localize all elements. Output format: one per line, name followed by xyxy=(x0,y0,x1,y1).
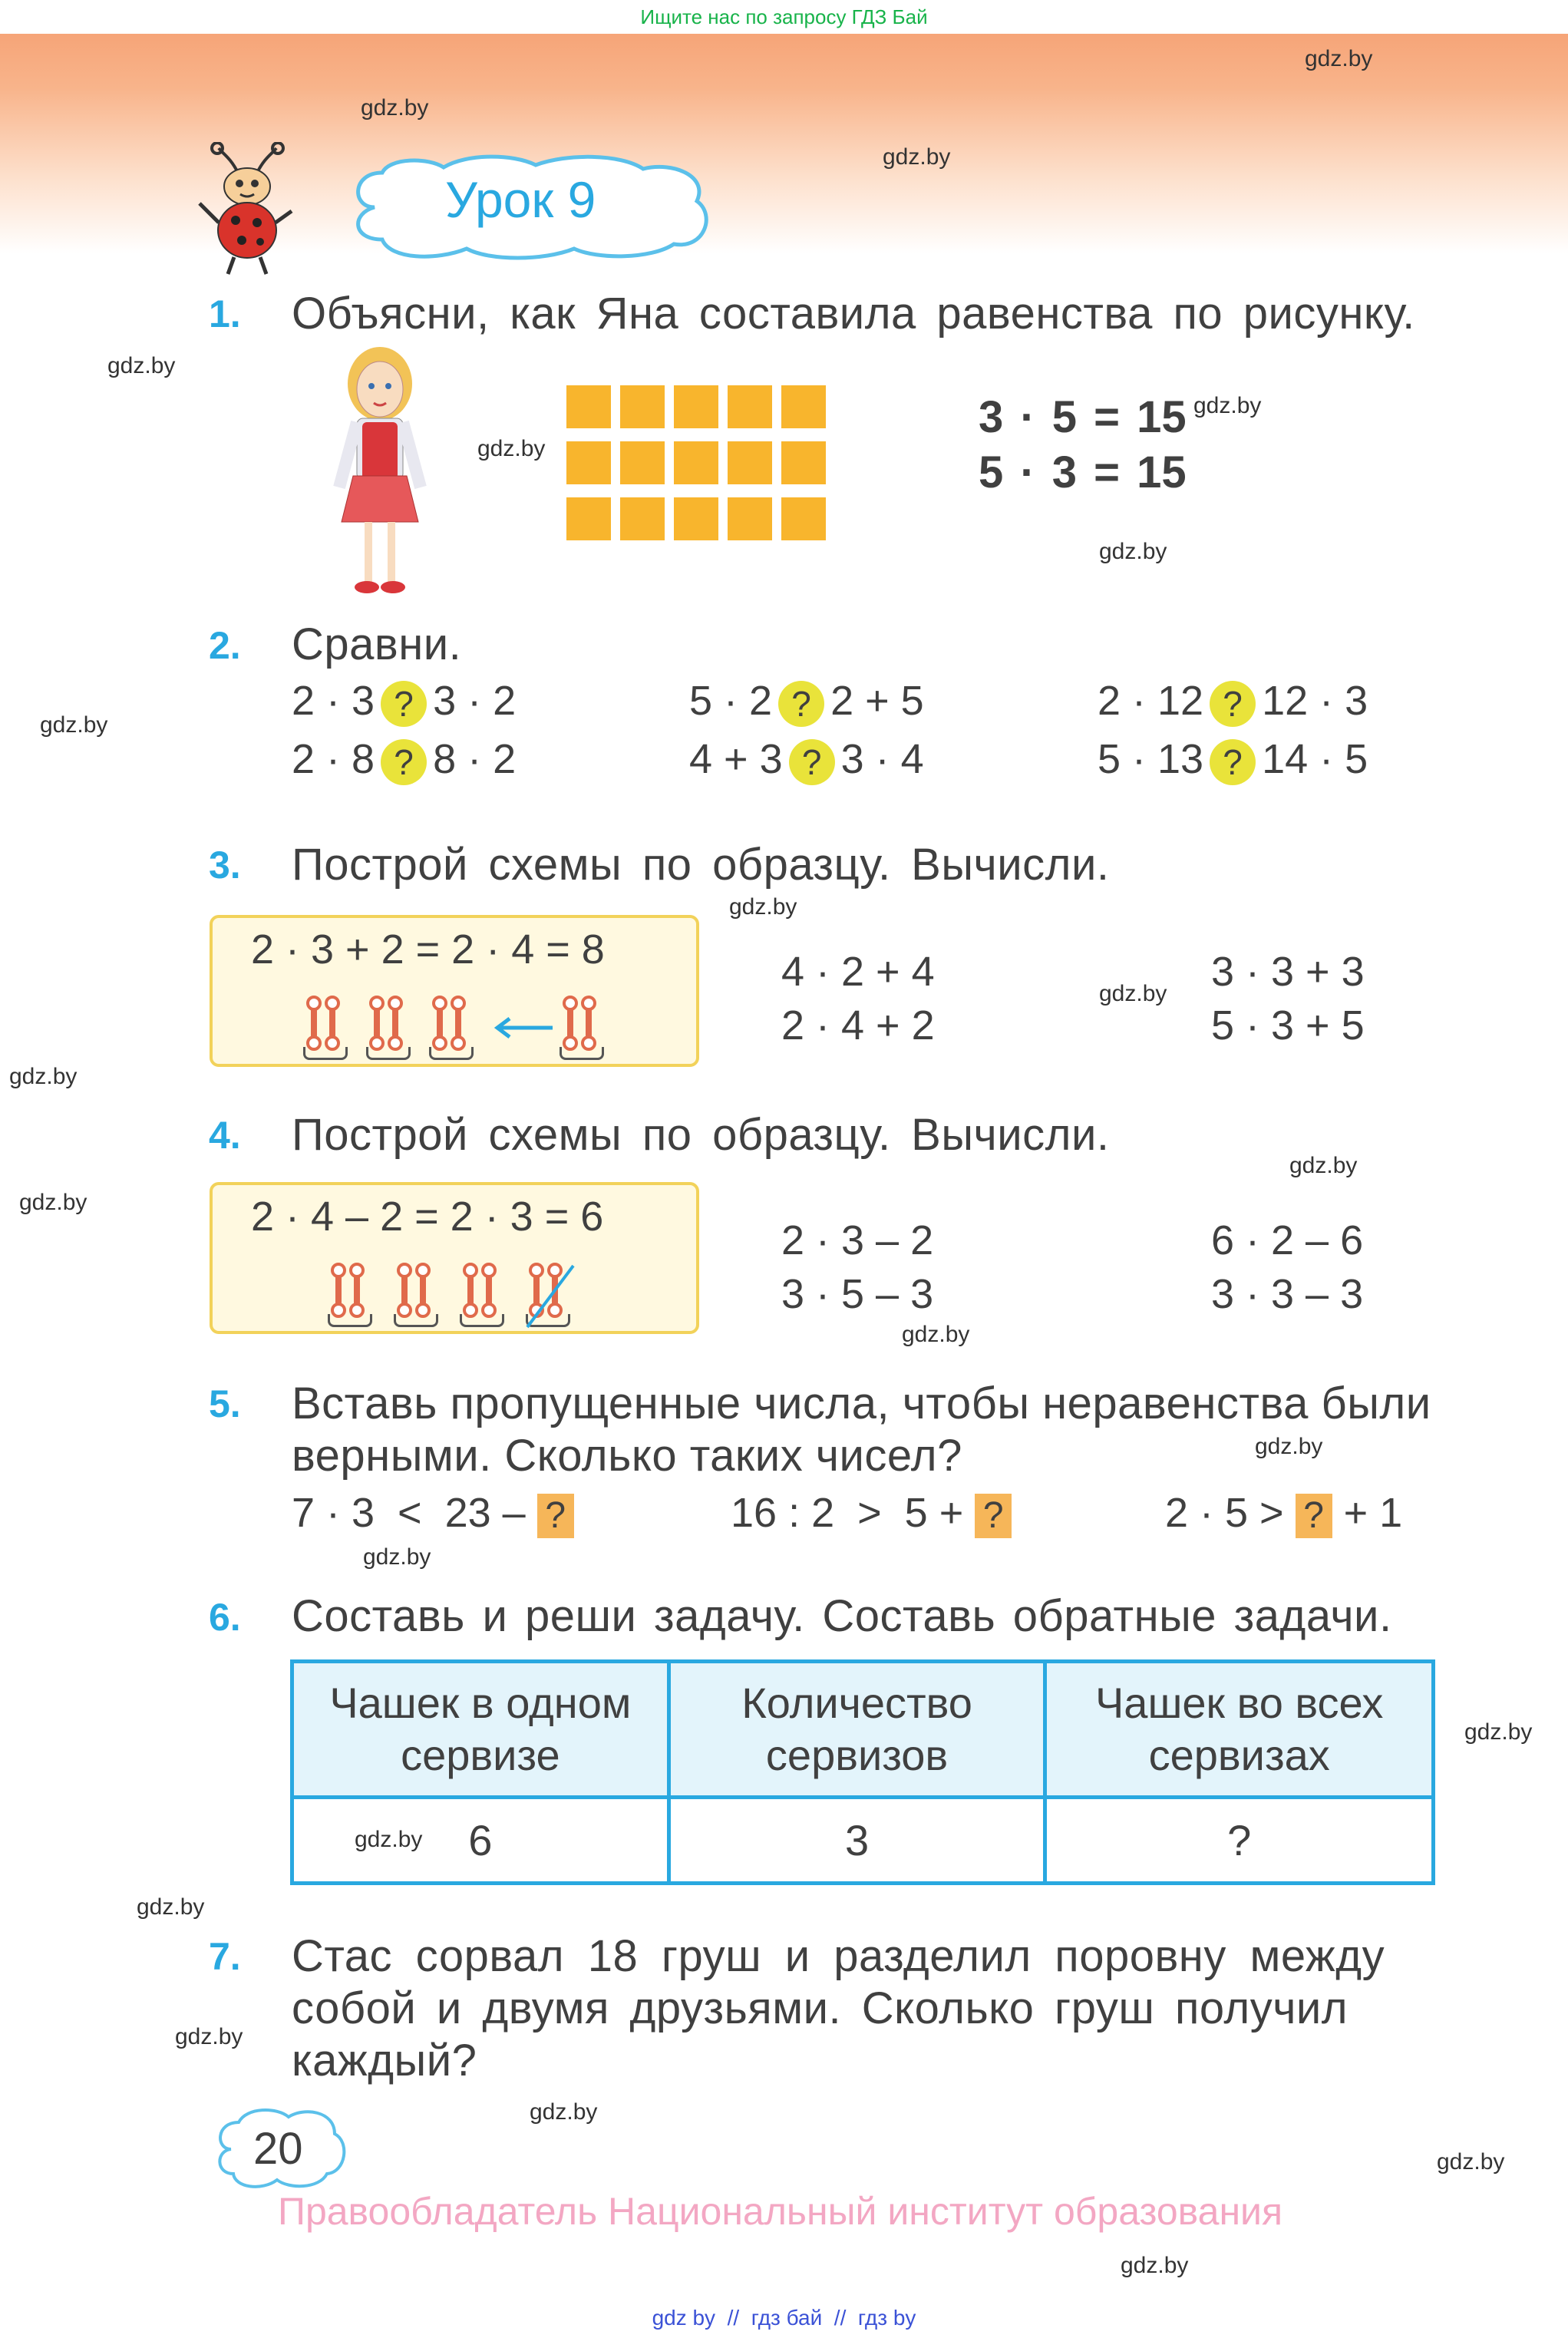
watermark: gdz.by xyxy=(530,2099,598,2125)
task-text-line1: Вставь пропущенные числа, чтобы неравенства были xyxy=(292,1379,1431,1428)
table-header-cell: Чашек во всех сервизах xyxy=(1045,1662,1434,1798)
compare-sign-placeholder[interactable]: ? xyxy=(1210,739,1256,785)
watermark: gdz.by xyxy=(363,1544,431,1570)
comparison xyxy=(1098,735,1368,785)
squares-grid xyxy=(566,385,827,540)
watermark: gdz.by xyxy=(1099,539,1167,564)
stick-scheme xyxy=(213,1185,696,1331)
watermark: gdz.by xyxy=(1193,393,1262,418)
watermark: gdz.by xyxy=(1464,1719,1533,1745)
equation-1: 3 · 5 = 15 xyxy=(979,392,1187,442)
watermark: gdz.by xyxy=(1121,2253,1189,2278)
comparison-left: 4 + 3 xyxy=(689,736,783,782)
expression: 5 · 3 + 5 xyxy=(1211,1002,1365,1048)
equation-2: 5 · 3 = 15 xyxy=(979,447,1187,497)
inequality xyxy=(292,1489,574,1538)
task-number: 3. xyxy=(209,844,241,887)
watermark: gdz.by xyxy=(1437,2149,1505,2175)
task-text: Объясни, как Яна составила равенства по рисунку. xyxy=(292,289,1415,338)
sample-expression: 2 · 4 – 2 = 2 · 3 = 6 xyxy=(251,1194,604,1240)
comparison-right: 12 · 3 xyxy=(1262,678,1368,724)
comparison-right: 8 · 2 xyxy=(433,736,517,782)
inequality xyxy=(731,1489,1012,1538)
watermark: gdz.by xyxy=(355,1827,423,1852)
comparison-left: 5 · 2 xyxy=(689,678,773,724)
sample-expression: 2 · 3 + 2 = 2 · 4 = 8 xyxy=(251,926,605,973)
inequality-right: + 1 xyxy=(1332,1490,1403,1536)
grid-square xyxy=(674,497,718,540)
comparison-right: 3 · 4 xyxy=(840,736,924,782)
grid-square xyxy=(566,441,611,484)
compare-sign-placeholder[interactable]: ? xyxy=(789,739,835,785)
grid-square xyxy=(728,497,772,540)
table-header-cell: Количество сервизов xyxy=(668,1662,1045,1798)
page-number: 20 xyxy=(253,2124,303,2174)
task-number: 5. xyxy=(209,1382,241,1425)
footer-links[interactable]: gdz by // гдз бай // гдз by xyxy=(652,2306,916,2330)
grid-square xyxy=(674,385,718,428)
missing-number-box[interactable]: ? xyxy=(975,1494,1012,1538)
task-text-line2: верными. Сколько таких чисел? xyxy=(292,1431,962,1481)
watermark: gdz.by xyxy=(729,894,797,920)
expression: 3 · 3 + 3 xyxy=(1211,949,1365,995)
table-cell: 3 xyxy=(668,1798,1045,1884)
task-number: 7. xyxy=(209,1935,241,1978)
watermark: gdz.by xyxy=(477,436,546,461)
expression: 3 · 5 – 3 xyxy=(781,1271,934,1317)
expression: 4 · 2 + 4 xyxy=(781,949,935,995)
grid-square xyxy=(620,385,665,428)
task-text: Построй схемы по образцу. Вычисли. xyxy=(292,840,1110,890)
watermark: gdz.by xyxy=(902,1322,970,1347)
missing-number-box[interactable]: ? xyxy=(537,1494,574,1538)
watermark: gdz.by xyxy=(40,712,108,738)
grid-square xyxy=(728,385,772,428)
task-table xyxy=(290,1659,1435,1885)
grid-square xyxy=(566,385,611,428)
inequality-left: 7 · 3 < 23 – xyxy=(292,1490,537,1536)
task-text: Составь и реши задачу. Составь обратные задачи. xyxy=(292,1591,1392,1641)
comparison-left: 2 · 12 xyxy=(1098,678,1204,724)
lesson-title: Урок 9 xyxy=(445,171,596,228)
grid-square xyxy=(728,441,772,484)
arrow-left-icon xyxy=(493,1016,554,1039)
grid-square xyxy=(781,385,826,428)
watermark: gdz.by xyxy=(9,1064,78,1089)
grid-square xyxy=(781,497,826,540)
girl-illustration-icon xyxy=(322,342,437,603)
grid-square xyxy=(566,497,611,540)
stick-scheme xyxy=(213,918,696,1064)
task-text: Построй схемы по образцу. Вычисли. xyxy=(292,1110,1110,1160)
comparison-left: 2 · 3 xyxy=(292,678,375,724)
strike-icon xyxy=(523,1262,577,1331)
grid-square xyxy=(674,441,718,484)
comparison-right: 2 + 5 xyxy=(830,678,924,724)
grid-square xyxy=(781,441,826,484)
grid-square xyxy=(620,441,665,484)
table-cell: ? xyxy=(1045,1798,1434,1884)
ladybug-mascot-icon xyxy=(196,142,295,276)
comparison xyxy=(689,677,924,727)
watermark: gdz.by xyxy=(1099,981,1167,1006)
expression: 2 · 4 + 2 xyxy=(781,1002,935,1048)
watermark: gdz.by xyxy=(107,353,176,378)
top-banner[interactable]: Ищите нас по запросу ГДЗ Бай xyxy=(0,0,1568,34)
watermark: gdz.by xyxy=(137,1894,205,1920)
expression: 2 · 3 – 2 xyxy=(781,1217,934,1263)
watermark: gdz.by xyxy=(1289,1153,1358,1178)
comparison xyxy=(292,735,516,785)
comparison-right: 14 · 5 xyxy=(1262,736,1368,782)
comparison-left: 2 · 8 xyxy=(292,736,375,782)
watermark: gdz.by xyxy=(1255,1434,1323,1459)
sample-box xyxy=(210,1182,699,1334)
compare-sign-placeholder[interactable]: ? xyxy=(778,681,824,727)
grid-square xyxy=(620,497,665,540)
task-text-line1: Стас сорвал 18 груш и разделил поровну между xyxy=(292,1931,1385,1981)
comparison xyxy=(1098,677,1368,727)
task-number: 2. xyxy=(209,624,241,667)
compare-sign-placeholder[interactable]: ? xyxy=(381,739,427,785)
table-header-cell: Чашек в одном сервизе xyxy=(292,1662,669,1798)
expression: 3 · 3 – 3 xyxy=(1211,1271,1364,1317)
comparison-right: 3 · 2 xyxy=(433,678,517,724)
task-number: 1. xyxy=(209,292,241,335)
inequality-left: 2 · 5 > xyxy=(1165,1490,1296,1536)
inequality-left: 16 : 2 > 5 + xyxy=(731,1490,975,1536)
task-text: Сравни. xyxy=(292,619,462,669)
compare-sign-placeholder[interactable]: ? xyxy=(1210,681,1256,727)
comparison xyxy=(292,677,516,727)
watermark: gdz.by xyxy=(175,2024,243,2049)
task-number: 6. xyxy=(209,1596,241,1639)
comparison xyxy=(689,735,924,785)
comparison-left: 5 · 13 xyxy=(1098,736,1204,782)
task-number: 4. xyxy=(209,1114,241,1157)
sample-box xyxy=(210,915,699,1067)
missing-number-box[interactable]: ? xyxy=(1296,1494,1332,1538)
watermark: gdz.by xyxy=(1305,46,1373,71)
compare-sign-placeholder[interactable]: ? xyxy=(381,681,427,727)
copyright: Правообладатель Национальный институт образования xyxy=(278,2190,1283,2233)
inequality xyxy=(1165,1489,1402,1538)
table-cell: 6 xyxy=(292,1798,669,1884)
task-text-line3: каждый? xyxy=(292,2036,477,2085)
expression: 6 · 2 – 6 xyxy=(1211,1217,1364,1263)
watermark: gdz.by xyxy=(883,144,951,170)
watermark: gdz.by xyxy=(361,95,429,121)
watermark: gdz.by xyxy=(19,1190,87,1215)
task-text-line2: собой и двумя друзьями. Сколько груш получил xyxy=(292,1983,1348,2033)
